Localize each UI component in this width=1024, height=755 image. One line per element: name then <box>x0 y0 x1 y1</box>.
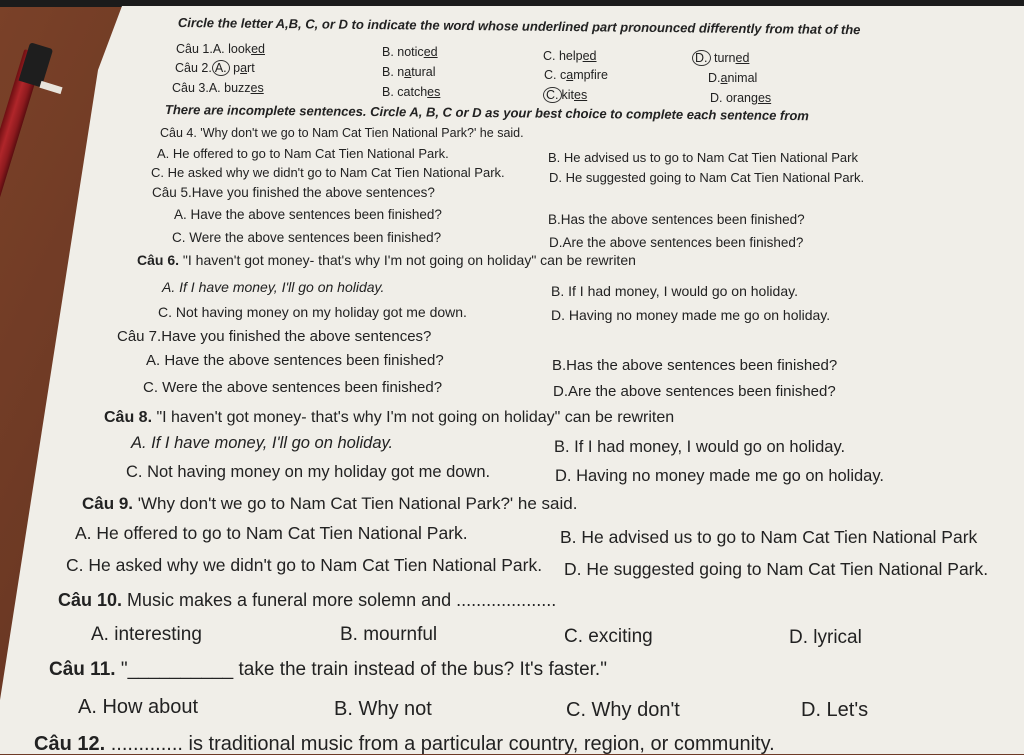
underlined-part: a <box>404 65 412 79</box>
q6-option-d[interactable]: D. Having no money made me go on holiday. <box>551 307 831 323</box>
q8-option-b[interactable]: B. If I had money, I would go on holiday. <box>554 438 846 456</box>
question-text: "I haven't got money- that's why I'm not going on holiday" can be rewriten <box>152 409 675 426</box>
option-text: B. n <box>382 65 405 79</box>
q9-option-a[interactable]: A. He offered to go to Nam Cat Tien National Park. <box>75 523 468 543</box>
question-3 <box>172 82 264 95</box>
q9-option-c[interactable]: C. He asked why we didn't go to Nam Cat Tien National Park. <box>66 555 543 575</box>
option-text: turn <box>710 51 736 65</box>
option-text: A. look <box>212 42 252 56</box>
question-number: Câu 1. <box>176 42 213 56</box>
question-1 <box>176 43 265 56</box>
question-9-stem <box>82 495 577 512</box>
underlined-part: ed <box>582 49 597 63</box>
question-number: Câu 8. <box>104 409 153 426</box>
q5-option-b[interactable]: B.Has the above sentences been finished? <box>548 212 805 227</box>
question-4-stem: Câu 4. 'Why don't we go to Nam Cat Tien National Park?' he said. <box>160 126 524 140</box>
circled-answer: A. <box>212 60 230 76</box>
q4-option-a[interactable]: A. He offered to go to Nam Cat Tien National Park. <box>157 146 449 161</box>
option-a[interactable] <box>213 42 265 56</box>
question-text: ............. is traditional music from a particular country, region, or community. <box>105 733 775 755</box>
option-d[interactable] <box>692 52 749 65</box>
option-d[interactable] <box>710 92 771 105</box>
underlined-part: a <box>240 61 248 75</box>
option-text: kit <box>561 88 574 102</box>
q6-option-c[interactable]: C. Not having money on my holiday got me down. <box>158 304 467 320</box>
instruction-pronunciation: Circle the letter A,B, C, or D to indicate the word whose underlined part pronounced differently from that of the <box>177 15 861 38</box>
photo-edge <box>0 0 1024 7</box>
underlined-part: es <box>427 85 441 99</box>
q9-option-b[interactable]: B. He advised us to go to Nam Cat Tien National Park <box>560 527 978 547</box>
q5-option-a[interactable]: A. Have the above sentences been finished? <box>174 207 442 222</box>
question-text: Music makes a funeral more solemn and .................... <box>122 590 557 610</box>
option-b[interactable] <box>382 66 436 79</box>
option-a[interactable] <box>212 60 255 76</box>
q7-option-c[interactable]: C. Were the above sentences been finished? <box>143 379 443 396</box>
question-text: "I haven't got money- that's why I'm not going on holiday" can be rewriten <box>179 252 636 268</box>
question-12-stem <box>34 734 775 754</box>
question-5-stem: Câu 5.Have you finished the above sentences? <box>152 185 435 200</box>
question-6-stem <box>137 253 636 267</box>
q11-option-a[interactable]: A. How about <box>78 696 199 718</box>
question-7-stem: Câu 7.Have you finished the above sentences? <box>117 328 432 345</box>
option-text: tural <box>411 65 436 79</box>
q7-option-b[interactable]: B.Has the above sentences been finished? <box>552 357 838 374</box>
underlined-part: ed <box>423 45 438 59</box>
question-number: Câu 3. <box>172 81 209 95</box>
question-number: Câu 11. <box>49 659 116 680</box>
q11-option-d[interactable]: D. Let's <box>801 699 869 721</box>
q5-option-c[interactable]: C. Were the above sentences been finished? <box>172 230 442 245</box>
q7-option-d[interactable]: D.Are the above sentences been finished? <box>553 383 836 400</box>
option-text: C. c <box>544 68 567 82</box>
q11-option-b[interactable]: B. Why not <box>334 698 432 720</box>
question-10-stem <box>58 591 556 609</box>
option-text: A. If I have money, I'll go on holiday. <box>131 434 394 452</box>
question-11-stem <box>49 660 607 679</box>
circled-answer: C. <box>543 87 562 103</box>
instruction-completion: There are incomplete sentences. Circle A, B, C or D as your best choice to complete each sentence from <box>164 102 809 124</box>
q4-option-d[interactable]: D. He suggested going to Nam Cat Tien National Park. <box>549 170 865 185</box>
q4-option-b[interactable]: B. He advised us to go to Nam Cat Tien National Park <box>548 150 858 165</box>
option-b[interactable] <box>382 86 440 99</box>
option-text: p <box>229 61 241 75</box>
option-text: A. buzz <box>208 81 251 95</box>
q6-option-b[interactable]: B. If I had money, I would go on holiday. <box>551 283 798 299</box>
option-a[interactable] <box>209 81 264 95</box>
q10-option-c[interactable]: C. exciting <box>564 626 653 647</box>
underlined-part: ed <box>251 42 265 56</box>
q10-option-d[interactable]: D. lyrical <box>789 627 862 648</box>
option-c[interactable] <box>543 89 587 102</box>
q11-option-c[interactable]: C. Why don't <box>566 699 680 721</box>
question-number: Câu 2. <box>175 61 212 75</box>
underlined-part: a <box>566 68 574 82</box>
q10-option-b[interactable]: B. mournful <box>340 624 438 645</box>
option-c[interactable] <box>544 69 608 82</box>
q4-option-c[interactable]: C. He asked why we didn't go to Nam Cat Tien National Park. <box>151 165 505 180</box>
q8-option-d[interactable]: D. Having no money made me go on holiday. <box>555 467 884 485</box>
question-number: Câu 10. <box>58 590 123 610</box>
option-text: B. notic <box>382 45 424 59</box>
question-text: "__________ take the train instead of the bus? It's faster." <box>115 659 607 680</box>
underlined-part: a <box>720 71 728 85</box>
question-text: 'Why don't we go to Nam Cat Tien National Park?' he said. <box>133 494 578 513</box>
option-b[interactable] <box>382 46 438 59</box>
question-2 <box>175 62 255 75</box>
question-number: Câu 9. <box>82 494 134 513</box>
q9-option-d[interactable]: D. He suggested going to Nam Cat Tien National Park. <box>564 559 989 579</box>
option-text: D. <box>708 71 721 85</box>
underlined-part: es <box>757 91 772 105</box>
q10-option-a[interactable]: A. interesting <box>91 624 202 645</box>
underlined-part: ed <box>735 51 750 65</box>
option-text: A. If I have money, I'll go on holiday. <box>162 279 385 295</box>
option-text: B. catch <box>382 85 428 99</box>
q7-option-a[interactable]: A. Have the above sentences been finished? <box>146 352 444 369</box>
option-d[interactable] <box>708 72 757 85</box>
underlined-part: es <box>250 81 264 95</box>
underlined-part: es <box>574 88 588 102</box>
option-c[interactable] <box>543 50 597 63</box>
q5-option-d[interactable]: D.Are the above sentences been finished? <box>549 235 804 250</box>
q8-option-a[interactable] <box>131 435 393 452</box>
option-text: mpfire <box>573 68 608 82</box>
option-text: nimal <box>727 71 758 85</box>
option-text: D. orang <box>710 91 758 105</box>
option-text: C. help <box>543 49 583 63</box>
question-number: Câu 12. <box>34 733 106 755</box>
question-8-stem <box>104 410 674 426</box>
q6-option-a[interactable] <box>162 280 384 294</box>
q8-option-c[interactable]: C. Not having money on my holiday got me down. <box>126 463 491 481</box>
option-text: rt <box>247 61 255 75</box>
circled-answer: D. <box>692 50 711 66</box>
question-number: Câu 6. <box>137 252 180 268</box>
